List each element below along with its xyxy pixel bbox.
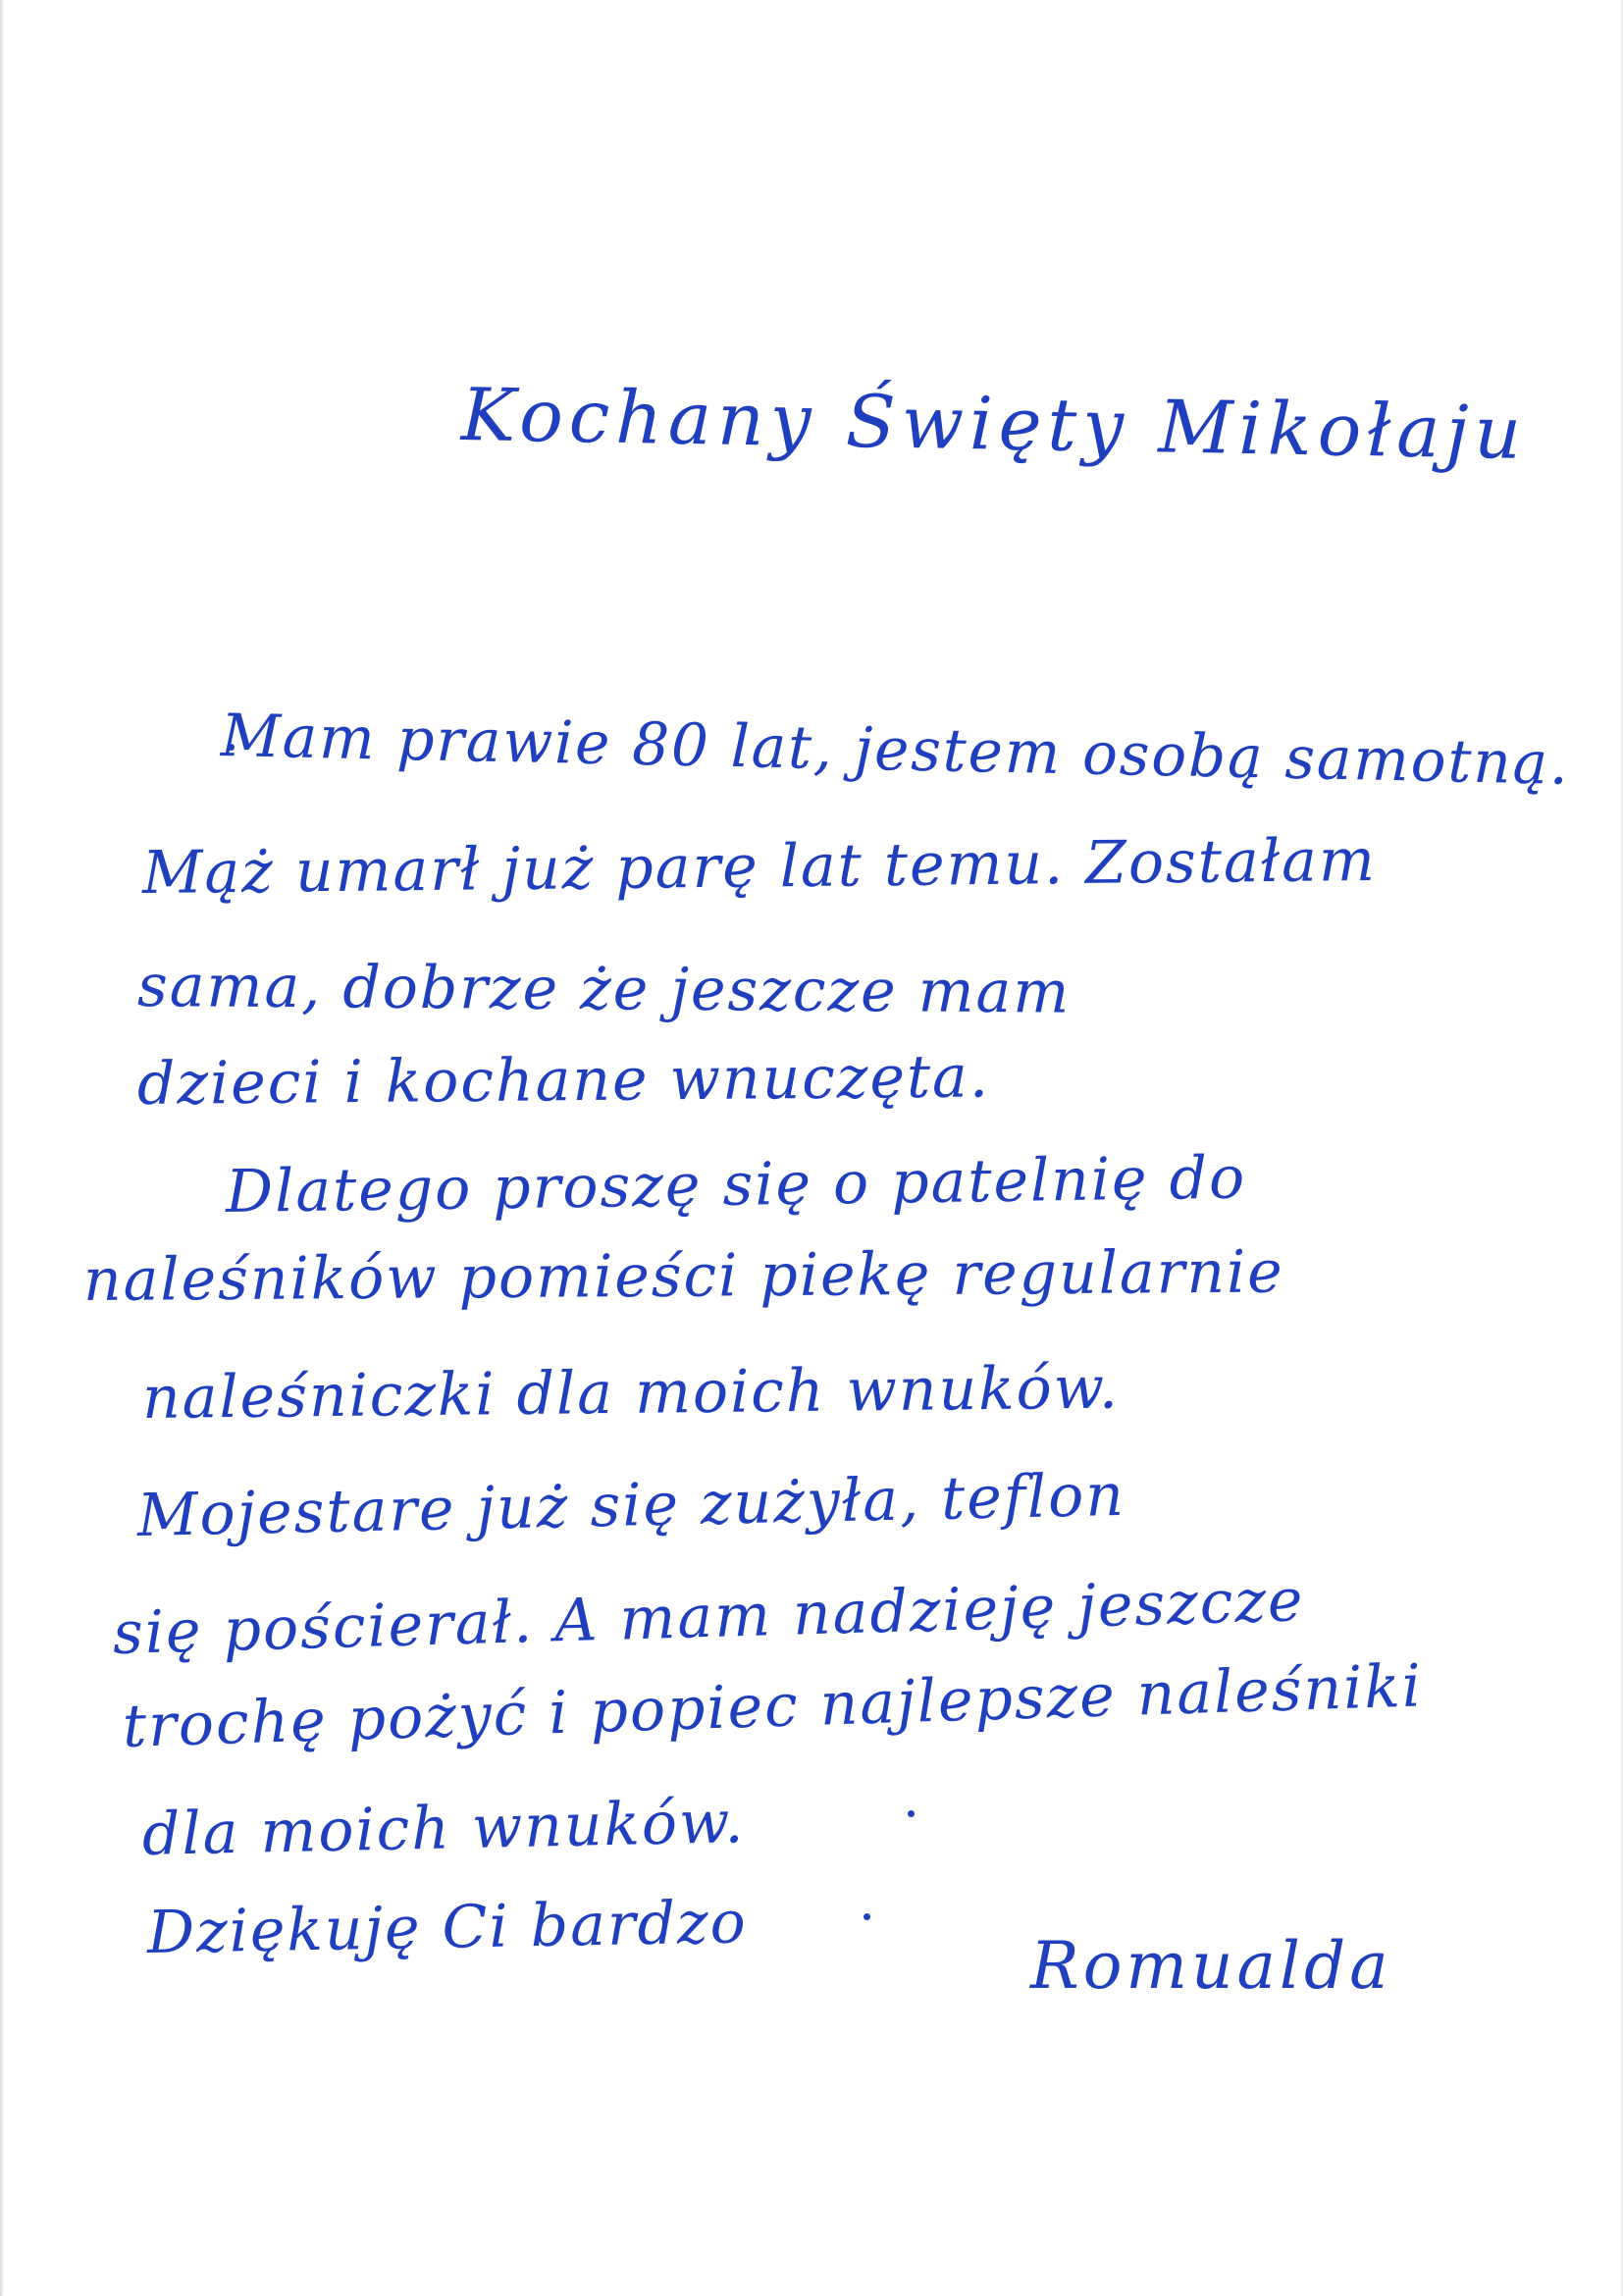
letter-line: naleśniczki dla moich wnuków. [141, 1353, 1121, 1433]
stray-dot [864, 1913, 870, 1920]
letter-line: sama, dobrze że jeszcze mam [136, 952, 1072, 1027]
letter-line: dla moich wnuków. [141, 1788, 747, 1869]
letter-line: Dlatego proszę się o patelnię do [225, 1143, 1247, 1226]
letter-line: Mojestare już się zużyła, teflon [136, 1460, 1126, 1550]
stray-dot [908, 1810, 915, 1817]
letter-line: się pościerał. A mam nadzieję jeszcze [112, 1566, 1306, 1668]
letter-greeting: Kochany Święty Mikołaju [460, 373, 1528, 476]
letter-line: Mąż umarł już parę lat temu. Zostałam [141, 825, 1378, 908]
letter-line: naleśników pomieści piekę regularnie [82, 1237, 1284, 1315]
letter-line: Dziękuję Ci bardzo [146, 1888, 749, 1967]
letter-line: Mam prawie 80 lat, jestem osobą samotną. [220, 702, 1571, 799]
letter-line: trochę pożyć i popiec najlepsze naleśniki [121, 1651, 1424, 1761]
letter-signature: Romualda [1030, 1928, 1392, 2004]
letter-line: dzieci i kochane wnuczęta. [136, 1042, 991, 1119]
scan-edge-left [0, 0, 4, 2296]
